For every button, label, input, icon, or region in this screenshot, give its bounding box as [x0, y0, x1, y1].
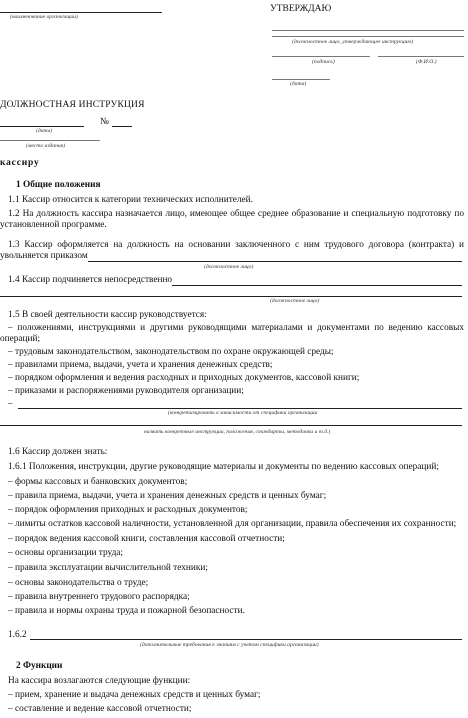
guidance-documents-caption-1: (конкретизировать в зависимости от специфики организации	[168, 410, 318, 416]
clause-1-5-item-4: – порядком оформления и ведения расходных и приходных документов, кассовой книги;	[8, 373, 360, 383]
clause-1-5-item-5: – приказами и распоряжениями руководителя организации;	[8, 386, 244, 396]
clause-1-6-intro: 1.6 Кассир должен знать:	[8, 447, 108, 457]
place-of-issue-line	[0, 140, 100, 141]
document-date-caption: (дата)	[36, 128, 53, 134]
number-sign: №	[100, 117, 109, 127]
section-2-intro: На кассира возлагаются следующие функции:	[8, 676, 191, 686]
knowledge-item-7: – правила эксплуатации вычислительной техники;	[8, 563, 208, 573]
approver-position-line-2	[272, 36, 464, 37]
organization-caption: (наименование организации)	[10, 14, 78, 20]
knowledge-item-3: – порядок оформления приходных и расходных документов;	[8, 505, 248, 515]
knowledge-item-2: – правила приема, выдачи, учета и хранения денежных средств и ценных бумаг;	[8, 491, 327, 501]
clause-1-5-item-6: –	[8, 399, 13, 409]
document-subject: кассиру	[0, 158, 40, 168]
knowledge-item-8: – основы законодательства о труде;	[8, 578, 149, 588]
fio-line	[378, 56, 464, 57]
section-2-heading: 2 Функции	[16, 661, 63, 671]
clause-1-5-item-3: – правилами приема, выдачи, учета и хранения денежных средств;	[8, 360, 273, 370]
clause-1-5-intro: 1.5 В своей деятельности кассир руководствуется:	[8, 310, 207, 320]
clause-1-5-item-2: – трудовым законодательством, законодательством по охране окружающей среды;	[8, 347, 334, 357]
knowledge-item-1: – формы кассовых и банковских документов;	[8, 477, 188, 487]
clause-1-4: 1.4 Кассир подчиняется непосредственно	[8, 275, 173, 285]
fio-caption: (Ф.И.О.)	[416, 59, 437, 65]
approve-label: УТВЕРЖДАЮ	[270, 4, 332, 14]
clause-1-6-2: 1.6.2	[8, 630, 27, 640]
clause-1-2-line-2: установленной программе.	[0, 220, 107, 230]
clause-1-3-line-2: увольняется приказом	[0, 251, 88, 261]
dismissal-official-caption: (должностное лицо)	[204, 264, 254, 270]
approval-date-line	[272, 79, 330, 80]
signature-line	[272, 56, 370, 57]
clause-1-5-item-1-line-2: операций;	[0, 334, 41, 344]
knowledge-item-4: – лимиты остатков кассовой наличности, установленной для организации, правила обеспечения их сохранности;	[8, 519, 457, 529]
clause-1-1: 1.1 Кассир относится к категории технических исполнителей.	[8, 195, 253, 205]
clause-1-5-item-1-line-1: – положениями, инструкциями и другими руководящими материалами и документами по ведению кассовых	[8, 323, 464, 333]
extra-requirements-line	[30, 639, 462, 640]
knowledge-item-6: – основы организации труда;	[8, 548, 124, 558]
function-item-2: – составление и ведение кассовой отчетности;	[8, 704, 192, 714]
dismissal-official-line	[88, 261, 462, 262]
approval-date-caption: (дата)	[290, 81, 307, 87]
clause-1-3-line-1: 1.3 Кассир оформляется на должность на основании заключенного с ним трудового договора (контракта) и	[8, 240, 464, 250]
supervisor-line-1	[172, 285, 462, 286]
approver-position-caption: (должностное лицо, утверждающее инструкцию)	[292, 39, 414, 45]
section-1-heading: 1 Общие положения	[16, 180, 101, 190]
clause-1-2-line-1: 1.2 На должность кассира назначается лицо, имеющее общее среднее образование и специальную подготовку по	[8, 209, 464, 219]
guidance-documents-line-1	[18, 408, 462, 409]
extra-requirements-caption: (дополнительные требования к знаниям с учетом специфики организации)	[140, 642, 319, 648]
knowledge-item-10: – правила и нормы охраны труда и пожарной безопасности.	[8, 606, 245, 616]
function-item-1: – прием, хранение и выдача денежных средств и ценных бумаг;	[8, 690, 261, 700]
document-number-line	[112, 126, 132, 127]
guidance-documents-line-2	[0, 425, 462, 426]
clause-1-6-1: 1.6.1 Положения, инструкции, другие руководящие материалы и документы по ведению кассовых операций;	[8, 462, 439, 472]
document-date-line	[0, 126, 84, 127]
approver-position-line-1	[272, 30, 464, 31]
document-title: ДОЛЖНОСТНАЯ ИНСТРУКЦИЯ	[0, 100, 145, 110]
supervisor-line-2	[0, 296, 462, 297]
knowledge-item-9: – правила внутреннего трудового распорядка;	[8, 592, 190, 602]
signature-caption: (подпись)	[312, 59, 335, 65]
guidance-documents-caption-2: назвать конкретные инструкции, положения, стандарты, методички и т.д.)	[144, 429, 331, 435]
knowledge-item-5: – порядок ведения кассовой книги, составления кассовой отчетности;	[8, 534, 285, 544]
place-of-issue-caption: (место издания)	[26, 143, 66, 149]
organization-name-line	[0, 12, 162, 13]
supervisor-caption: (должностное лицо)	[270, 298, 320, 304]
